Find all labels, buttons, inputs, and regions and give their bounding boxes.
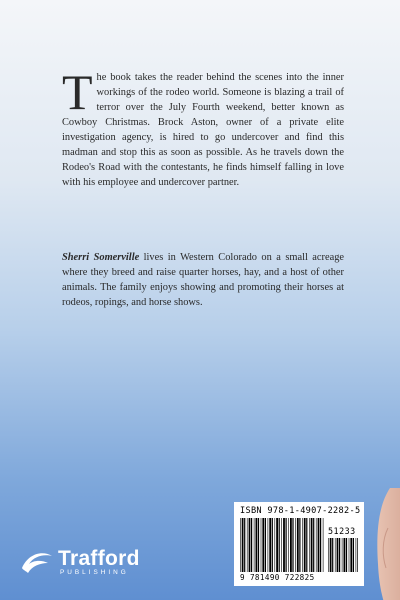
ean-digits: 9 781490 722825 (240, 573, 315, 582)
price-barcode-bars (328, 538, 358, 572)
publisher-subtitle: PUBLISHING (60, 568, 129, 576)
book-blurb (62, 64, 344, 190)
isbn-barcode (234, 502, 364, 586)
author-name: Sherri Somerville (62, 252, 140, 263)
author-bio (62, 250, 344, 310)
drop-cap: T (62, 64, 93, 120)
wave-swoosh-icon (20, 548, 54, 576)
isbn-label: ISBN 978-1-4907-2282-5 (240, 506, 361, 516)
publisher-name: Trafford (58, 546, 140, 570)
ean-barcode-bars (240, 518, 324, 572)
price-code: 51233 (328, 526, 356, 536)
author-bio-text: lives in Western Colorado on a small acreage where they breed and raise quarter horses, hay, and a host of other animals. The family enjoys showing and promoting their horses at rodeos, ropings, and horse shows. (62, 252, 345, 308)
thumb-edge (374, 488, 400, 600)
publisher-logo (20, 548, 140, 576)
blurb-text: he book takes the reader behind the scenes into the inner workings of the rodeo world. Someone is blazing a trail of terror over the July Fourth weekend, better known as Cowboy Christmas. Brock Aston, owner of a private elite investigation agency, is hired to go undercover and find this madman and stop this as soon as possible. As he travels down the Rodeo's Road with the contestants, he finds himself falling in love with his employee and undercover partner. (62, 72, 344, 188)
